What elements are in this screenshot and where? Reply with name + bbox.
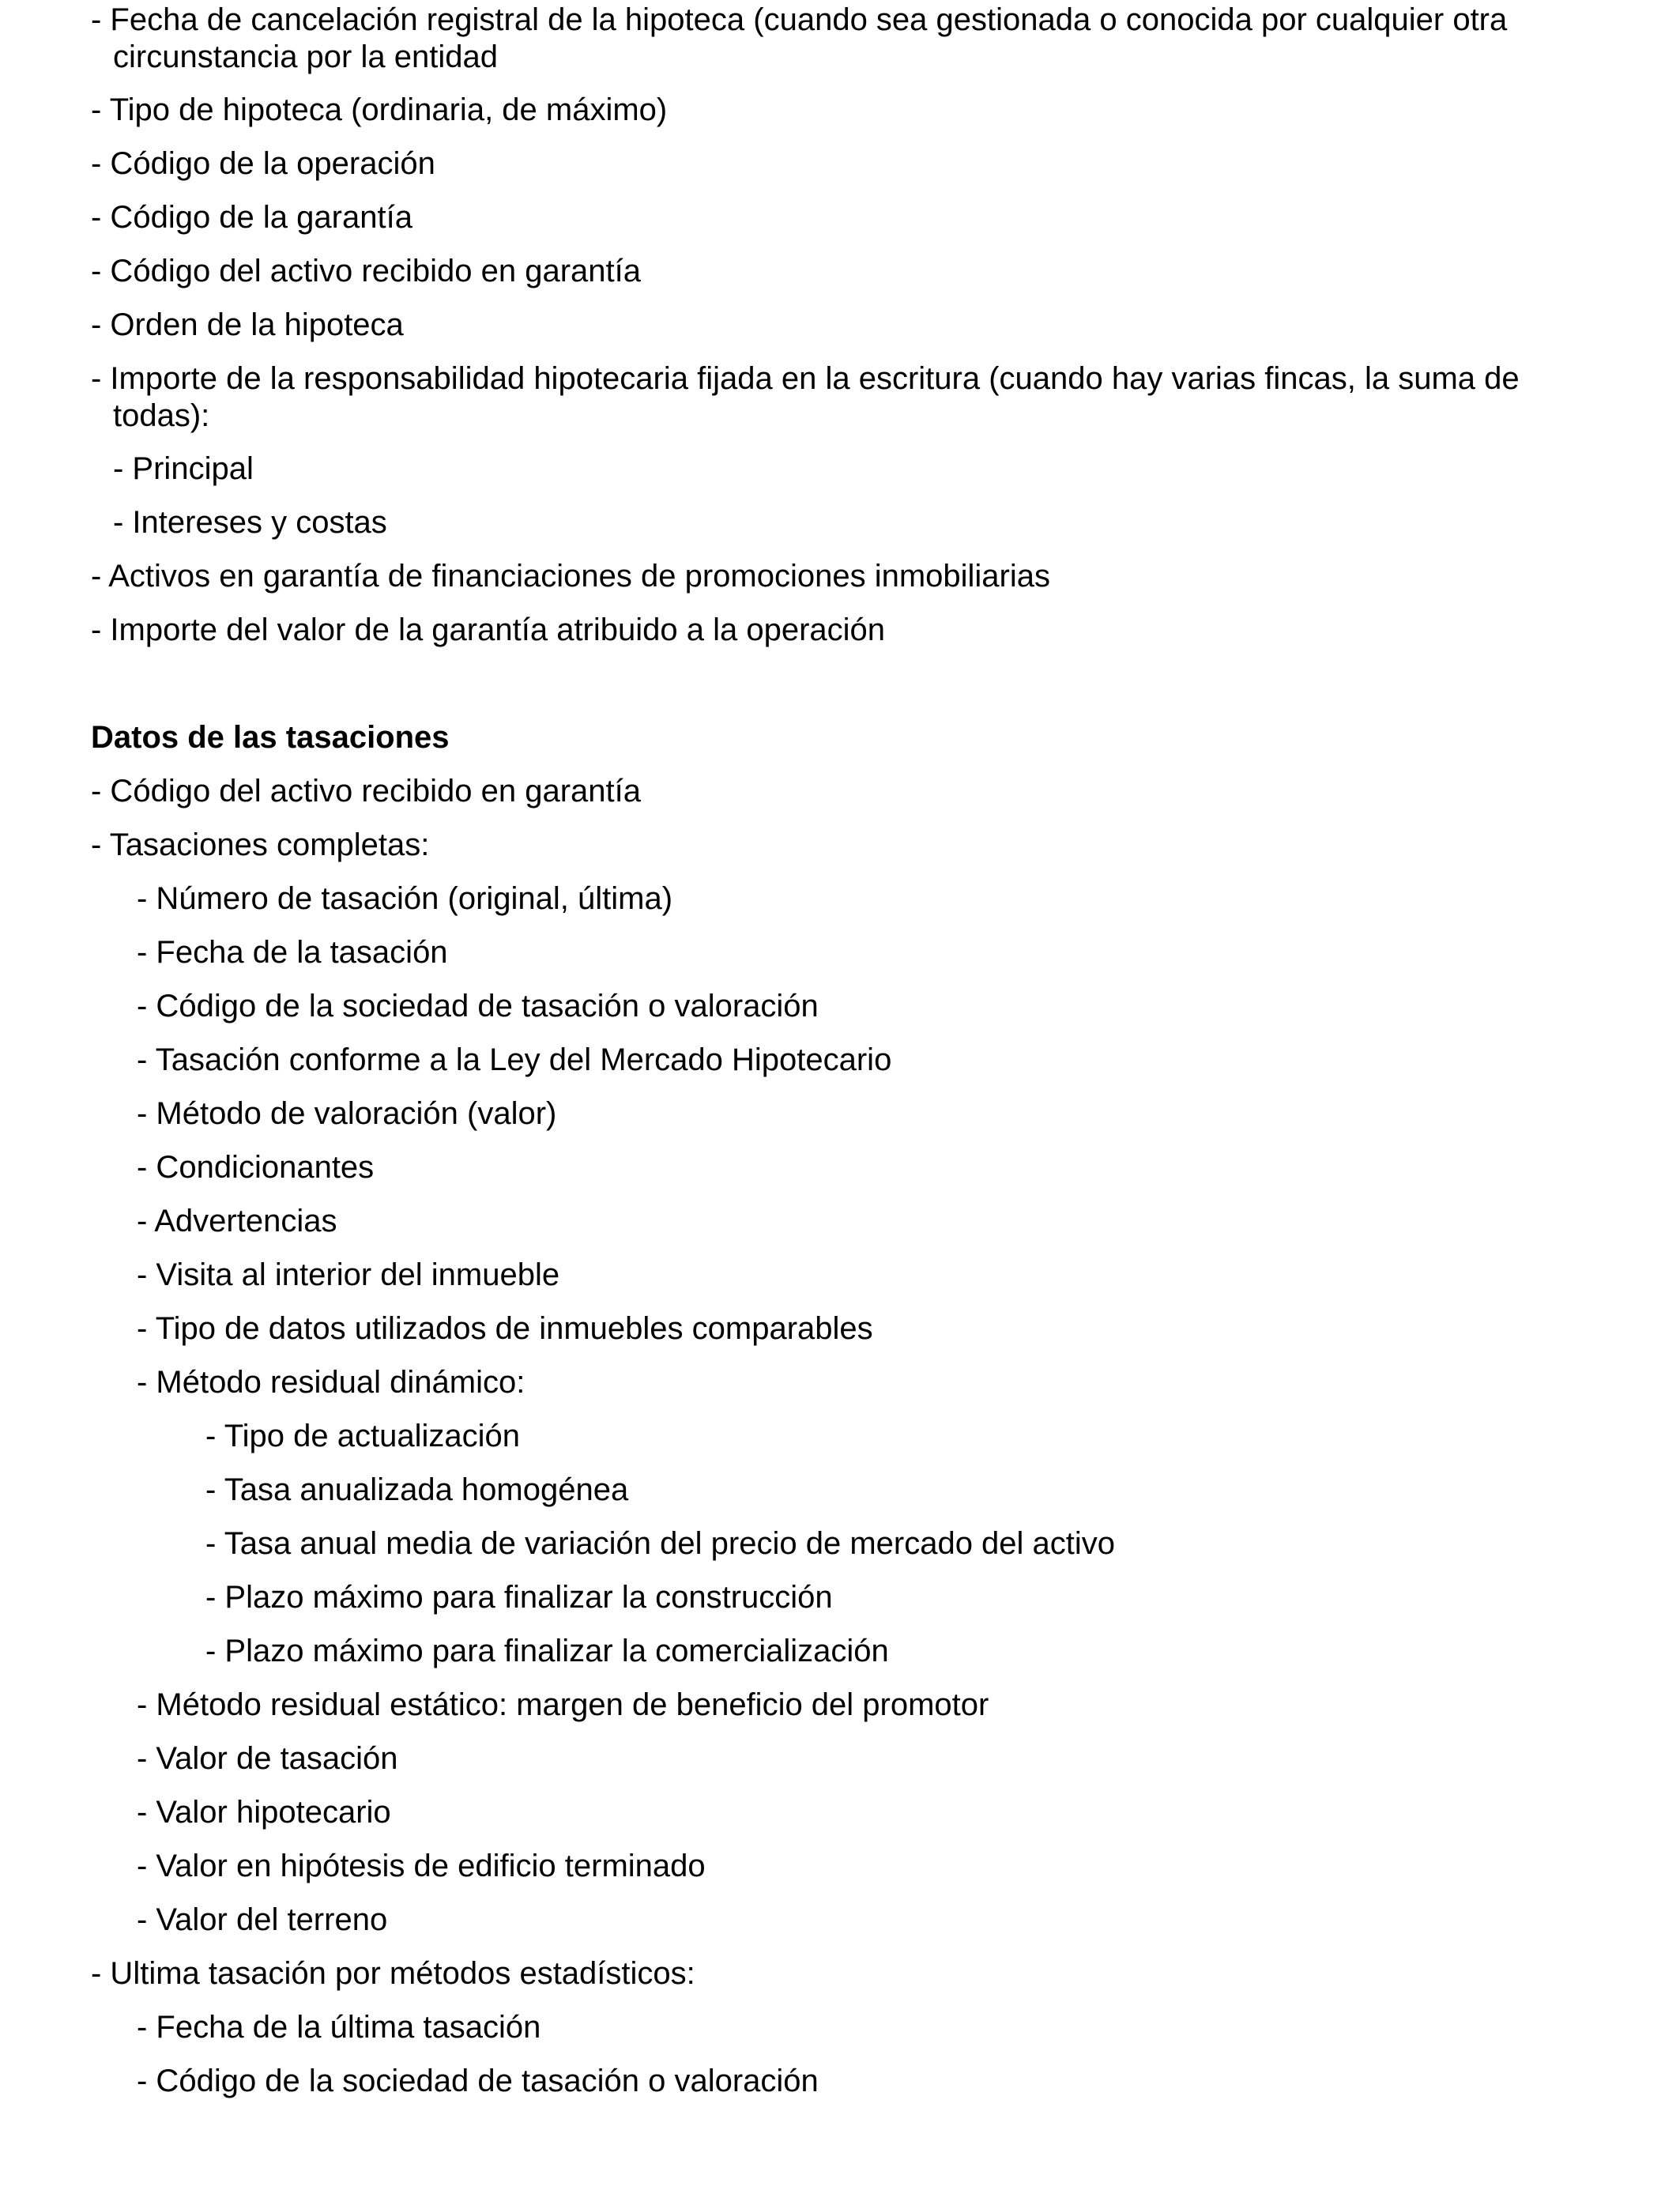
- list-item: - Ultima tasación por métodos estadísticos:: [91, 1956, 695, 1991]
- list-item: - Tipo de hipoteca (ordinaria, de máximo): [91, 92, 668, 127]
- list-item: - Código de la garantía: [91, 200, 412, 235]
- list-item: - Tasaciones completas:: [91, 827, 430, 862]
- list-item: - Advertencias: [137, 1204, 337, 1238]
- list-item: - Código de la operación: [91, 146, 435, 181]
- list-item: - Método residual estático: margen de beneficio del promotor: [137, 1687, 989, 1722]
- list-item: - Fecha de la última tasación: [137, 2010, 541, 2045]
- list-item: - Valor en hipótesis de edificio terminado: [137, 1849, 706, 1883]
- list-item: - Código del activo recibido en garantía: [91, 774, 641, 809]
- list-item: - Importe del valor de la garantía atribuido a la operación: [91, 613, 886, 647]
- list-item: - Tasa anualizada homogénea: [205, 1472, 629, 1507]
- list-item: - Tipo de actualización: [205, 1419, 521, 1453]
- list-item: - Valor de tasación: [137, 1741, 398, 1776]
- list-item: - Activos en garantía de financiaciones de promociones inmobiliarias: [91, 559, 1051, 594]
- list-item: - Número de tasación (original, última): [137, 881, 673, 916]
- list-item: - Orden de la hipoteca: [91, 307, 404, 342]
- list-item: - Condicionantes: [137, 1150, 375, 1185]
- list-item: - Principal: [113, 451, 254, 486]
- list-item: - Importe de la responsabilidad hipotecaria fijada en la escritura (cuando hay varias fincas, la suma de: [91, 361, 1520, 396]
- list-item-continuation: circunstancia por la entidad: [113, 40, 498, 74]
- list-item: - Tipo de datos utilizados de inmuebles comparables: [137, 1311, 873, 1346]
- list-item: - Tasa anual media de variación del precio de mercado del activo: [205, 1526, 1116, 1561]
- list-item: - Fecha de cancelación registral de la hipoteca (cuando sea gestionada o conocida por cualquier otra: [91, 2, 1508, 37]
- list-item: - Método de valoración (valor): [137, 1096, 557, 1131]
- list-item: - Visita al interior del inmueble: [137, 1257, 560, 1292]
- list-item: - Intereses y costas: [113, 505, 387, 540]
- list-item: - Plazo máximo para finalizar la construcción: [205, 1580, 833, 1615]
- list-item: - Valor del terreno: [137, 1902, 388, 1937]
- list-item: - Tasación conforme a la Ley del Mercado Hipotecario: [137, 1042, 892, 1077]
- list-item: - Valor hipotecario: [137, 1795, 391, 1830]
- section-heading: Datos de las tasaciones: [91, 720, 450, 755]
- list-item: - Código del activo recibido en garantía: [91, 254, 641, 288]
- list-item: - Fecha de la tasación: [137, 935, 448, 970]
- list-item: - Código de la sociedad de tasación o valoración: [137, 989, 819, 1023]
- list-item-continuation: todas):: [113, 398, 210, 433]
- list-item: - Método residual dinámico:: [137, 1365, 525, 1400]
- list-item: - Código de la sociedad de tasación o valoración: [137, 2064, 819, 2098]
- list-item: - Plazo máximo para finalizar la comercialización: [205, 1634, 889, 1668]
